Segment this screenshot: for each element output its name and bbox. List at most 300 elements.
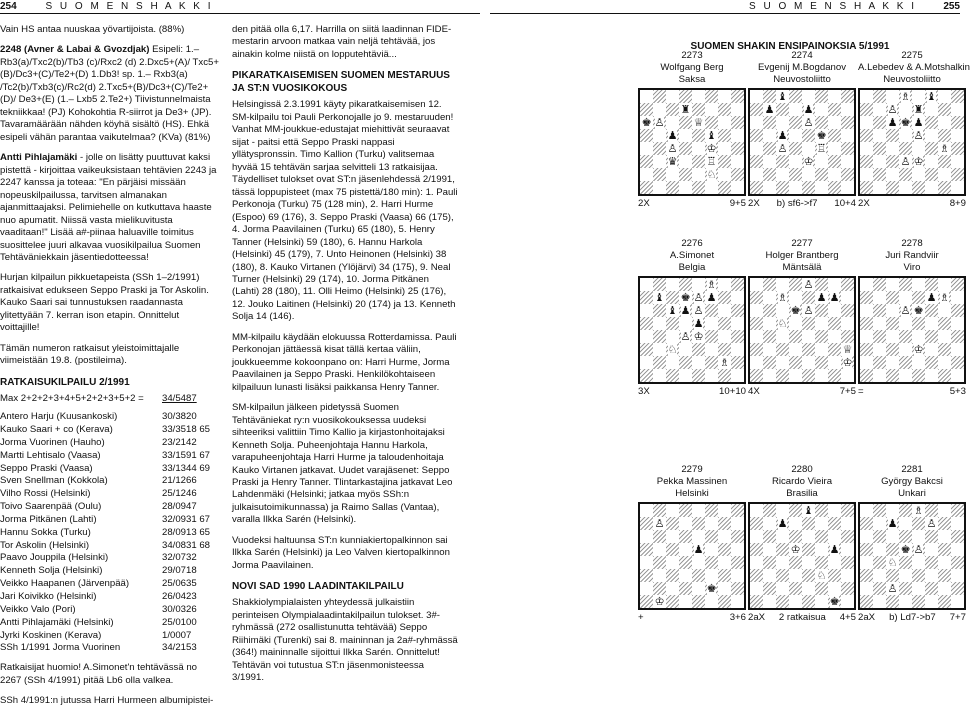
board-square: [763, 103, 776, 116]
board-square: [653, 517, 666, 530]
board-square: [860, 291, 873, 304]
board-square: [731, 343, 744, 356]
board-square: [789, 129, 802, 142]
board-square: [841, 504, 854, 517]
board-square: [925, 142, 938, 155]
board-square: [692, 142, 705, 155]
board-square: [666, 569, 679, 582]
paragraph: SM-kilpailun jälkeen pidetyssä Suomen Tehtäväniekat ry:n vuosikokouksessa uudeksi sihteeriksi valittiin Timo Kallio ja kirjastonhoitajaksi Kenneth Solja. Puheenjohtaja Hannu Harkola, varapuheenjohtaja Harri Hurme ja taloudenhoitaja Kauko Virtanen jatkavat. Uudet varajäsenet: Seppo Praski ja Henry Tanner. Tlintarkastajina jatkavat Leo Lahdenmäki (Helsinki; jatkaa myös SSh:n julkaisutoimikunnassa) ja Raimo Sallas (Vantaa), varalla Ilkka Sarén (Helsinki).: [232, 402, 453, 526]
paragraph: Vain HS antaa nuuskaa yövartijoista. (88%): [0, 24, 185, 35]
chess-piece-icon: ♙: [803, 115, 814, 129]
board-square: [776, 343, 789, 356]
board-square: [899, 116, 912, 129]
chess-diagram-2274: [748, 50, 856, 210]
board-square: [692, 595, 705, 608]
chess-piece-icon: ♚: [900, 542, 911, 556]
solver-score: 34/2153: [162, 642, 197, 654]
board-square: [828, 556, 841, 569]
board-square: [802, 530, 815, 543]
board-square: [899, 517, 912, 530]
board-square: [886, 129, 899, 142]
board-square: [912, 304, 925, 317]
board-square: [873, 142, 886, 155]
board-square: [886, 116, 899, 129]
chess-board: [858, 502, 966, 610]
twin-note: b) Ld7->b7: [889, 611, 936, 623]
chess-piece-icon: ♙: [913, 542, 924, 556]
board-square: [718, 595, 731, 608]
board-square: [912, 142, 925, 155]
chess-piece-icon: ♕: [842, 342, 853, 356]
board-square: [925, 517, 938, 530]
board-square: [886, 278, 899, 291]
board-square: [666, 530, 679, 543]
board-square: [951, 369, 964, 382]
board-square: [815, 168, 828, 181]
board-square: [705, 530, 718, 543]
diagram-number: 2274: [791, 50, 813, 61]
board-square: [951, 356, 964, 369]
board-square: [899, 369, 912, 382]
board-square: [815, 103, 828, 116]
board-square: [666, 517, 679, 530]
board-square: [886, 530, 899, 543]
table-row: [0, 501, 220, 514]
solver-score: 25/1246: [162, 488, 197, 500]
table-row: [0, 437, 220, 450]
piece-count: 9+5: [729, 197, 746, 209]
board-square: [925, 304, 938, 317]
chess-piece-icon: ♙: [900, 154, 911, 168]
chess-piece-icon: ♗: [777, 290, 788, 304]
board-square: [666, 356, 679, 369]
board-square: [860, 103, 873, 116]
board-square: [828, 517, 841, 530]
board-square: [763, 142, 776, 155]
board-square: [815, 343, 828, 356]
left-running-head: S U O M E N S H A K K I: [45, 1, 213, 12]
solver-score: 23/2142: [162, 436, 197, 448]
chess-piece-icon: ♟: [816, 290, 827, 304]
piece-count: 7+5: [839, 385, 856, 397]
board-square: [692, 343, 705, 356]
chess-piece-icon: ♘: [706, 167, 717, 181]
paragraph: Helsingissä 2.3.1991 käyty pikaratkaisemisen 12. SM-kilpailu toi Pauli Perkonojalle jo 9. mestaruuden! Vanhat MM-joukkue-edustajat miehittivät seuraavat sijat - paitsi että Seppo Praski nappasi yllätyspronssin. Timo Kallion (Turku) valitsemaa hyvää 15 tehtävän sarjaa selvitteli 13 ratkaisijaa. Täydelliset tulokset ovat ST:n jäsenlehdessä 2/1991, tässä loppupisteet (max 75 pistettä/180 min): 1. Pauli Perkonoja (Turku) 75 (128 min), 2. Harri Hurme (Espoo) 69 (176), 3. Seppo Praski (Vaasa) 66 (175), 4. Jorma Paavilainen (Turku) 65 (180), 5. Henry Tanner (Helsinki) 59 (180), 6. Hannu Harkola (Helsinki) 45 (179), 7. Unto Heinonen (Helsinki) 38 (180), 8. Kauko Virtanen (Ylöjärvi) 34 (175), 9. Neal Turner (Helsinki) 29 (174), 10. Jorma Pitkänen (Lahti) 28 (180), 11. Olli Heimo (Helsinki) 25 (176), 12. Jouko Laitinen (Helsinki) 20 (174) ja 13. Kenneth Solja 14 (146).: [232, 99, 458, 323]
board-square: [899, 181, 912, 194]
board-square: [718, 103, 731, 116]
chess-piece-icon: ♔: [842, 355, 853, 369]
board-square: [653, 317, 666, 330]
board-square: [828, 278, 841, 291]
board-square: [776, 129, 789, 142]
board-square: [860, 504, 873, 517]
board-square: [925, 582, 938, 595]
board-square: [763, 304, 776, 317]
board-square: [750, 582, 763, 595]
board-square: [776, 595, 789, 608]
board-square: [731, 304, 744, 317]
board-square: [815, 181, 828, 194]
board-square: [679, 343, 692, 356]
board-square: [802, 103, 815, 116]
board-square: [860, 330, 873, 343]
stipulation: 4X: [748, 385, 760, 397]
board-square: [841, 116, 854, 129]
board-square: [789, 556, 802, 569]
board-square: [951, 343, 964, 356]
board-square: [750, 595, 763, 608]
board-square: [860, 582, 873, 595]
board-square: [692, 556, 705, 569]
chess-piece-icon: ♟: [764, 102, 775, 116]
board-square: [886, 181, 899, 194]
board-square: [640, 369, 653, 382]
board-square: [828, 356, 841, 369]
table-row: [0, 552, 220, 565]
table-row: [0, 475, 220, 488]
left-header-rule: [0, 13, 480, 14]
board-square: [679, 142, 692, 155]
diagram-caption: [638, 198, 746, 210]
paragraph: Antti Pihlajamäki - jolle on lisätty puuttuvat kaksi pistettä - kirjoittaa vaikeuksistaan tehtävien 2243 ja 2247 kanssa ja toteaa: "En pärjäisi missään nopeuskilpailussa, tarvitsen almanakan ajanmittaajaksi. Pelimiehelle on kutkuttava haaste nuo apumatit. Niissä vasta mielikuvitusta vaaditaan!" Lisää a#-piinaa haluaville toimitus suosittelee juuri alkavaa vuosikilpailua Suomen Tehtäväniekkain jäsentiedotteessa!: [0, 152, 217, 263]
board-square: [886, 517, 899, 530]
board-square: [886, 304, 899, 317]
chess-piece-icon: ♙: [777, 141, 788, 155]
table-row: [0, 642, 220, 655]
board-square: [692, 504, 705, 517]
board-square: [692, 278, 705, 291]
board-square: [828, 304, 841, 317]
chess-piece-icon: ♜: [680, 102, 691, 116]
board-square: [938, 129, 951, 142]
diagram-caption: [858, 386, 966, 398]
table-row: [0, 463, 220, 476]
board-square: [873, 129, 886, 142]
board-square: [815, 504, 828, 517]
table-row: [0, 424, 220, 437]
chess-piece-icon: ♟: [693, 316, 704, 330]
chess-piece-icon: ♟: [693, 542, 704, 556]
chess-board: [748, 502, 856, 610]
board-square: [912, 278, 925, 291]
board-square: [679, 291, 692, 304]
chess-piece-icon: ♟: [680, 303, 691, 317]
board-square: [886, 356, 899, 369]
board-square: [860, 556, 873, 569]
board-square: [899, 155, 912, 168]
board-square: [873, 569, 886, 582]
board-square: [718, 504, 731, 517]
board-square: [789, 330, 802, 343]
board-square: [873, 304, 886, 317]
board-square: [873, 369, 886, 382]
board-square: [925, 530, 938, 543]
board-square: [731, 168, 744, 181]
twin-note: b) sf6->f7: [776, 197, 818, 209]
board-square: [860, 595, 873, 608]
solver-name: Seppo Praski (Vaasa): [0, 462, 93, 474]
board-square: [750, 155, 763, 168]
board-square: [763, 504, 776, 517]
chess-piece-icon: ♚: [913, 303, 924, 317]
board-square: [912, 155, 925, 168]
board-square: [873, 155, 886, 168]
board-square: [718, 278, 731, 291]
board-square: [731, 356, 744, 369]
board-square: [841, 556, 854, 569]
board-square: [750, 530, 763, 543]
board-square: [886, 142, 899, 155]
board-square: [666, 155, 679, 168]
board-square: [841, 142, 854, 155]
chess-piece-icon: ♟: [667, 128, 678, 142]
board-square: [873, 103, 886, 116]
column-left: [0, 24, 220, 716]
chess-diagram-2279: [638, 464, 746, 624]
chess-piece-icon: ♟: [777, 128, 788, 142]
board-square: [705, 343, 718, 356]
chess-piece-icon: ♙: [913, 128, 924, 142]
board-square: [640, 582, 653, 595]
board-square: [815, 278, 828, 291]
chess-piece-icon: ♙: [803, 277, 814, 291]
board-square: [802, 330, 815, 343]
board-square: [886, 90, 899, 103]
composer-country: Mäntsälä: [782, 261, 822, 273]
board-square: [886, 543, 899, 556]
board-square: [815, 569, 828, 582]
board-square: [640, 291, 653, 304]
board-square: [705, 129, 718, 142]
board-square: [828, 530, 841, 543]
board-square: [912, 569, 925, 582]
board-square: [718, 142, 731, 155]
diagram-number: 2273: [681, 50, 703, 61]
paragraph: Tämän numeron ratkaisut yleistoimittajalle viimeistään 19.8. (postileima).: [0, 342, 180, 367]
board-square: [679, 543, 692, 556]
board-square: [666, 291, 679, 304]
board-square: [886, 369, 899, 382]
composer-country: Saksa: [678, 73, 706, 85]
solver-name: Jari Koivikko (Helsinki): [0, 591, 97, 602]
board-square: [925, 155, 938, 168]
board-square: [938, 582, 951, 595]
composer-name: Holger Brantberg: [765, 249, 839, 261]
board-square: [640, 317, 653, 330]
board-square: [951, 155, 964, 168]
board-square: [731, 369, 744, 382]
chess-piece-icon: ♚: [816, 128, 827, 142]
chess-piece-icon: ♔: [913, 342, 924, 356]
board-square: [951, 517, 964, 530]
board-square: [750, 556, 763, 569]
solver-score: 33/1591 67: [162, 449, 211, 461]
board-square: [679, 569, 692, 582]
chess-piece-icon: ♝: [777, 89, 788, 103]
board-square: [938, 304, 951, 317]
board-square: [815, 129, 828, 142]
board-square: [750, 103, 763, 116]
piece-count: 8+9: [949, 197, 966, 209]
board-square: [841, 103, 854, 116]
board-square: [763, 343, 776, 356]
board-square: [776, 504, 789, 517]
board-square: [886, 582, 899, 595]
board-square: [692, 181, 705, 194]
board-square: [731, 181, 744, 194]
paragraph: Ratkaisijat huomio! A.Simonet'n tehtävässä no 2267 (SSh 4/1991) pitää Lb6 olla valkea.: [0, 662, 198, 686]
chess-diagram-2277: [748, 238, 856, 398]
chess-diagram-2281: [858, 464, 966, 624]
board-square: [789, 168, 802, 181]
board-square: [841, 369, 854, 382]
board-square: [653, 90, 666, 103]
board-square: [776, 304, 789, 317]
table-row: [0, 514, 220, 527]
board-square: [841, 330, 854, 343]
composer-country: Unkari: [898, 487, 926, 499]
board-square: [912, 90, 925, 103]
solver-score: 26/0423: [162, 591, 197, 602]
board-square: [860, 569, 873, 582]
board-square: [692, 116, 705, 129]
board-square: [653, 142, 666, 155]
board-square: [951, 278, 964, 291]
board-square: [705, 317, 718, 330]
board-square: [841, 595, 854, 608]
board-square: [776, 181, 789, 194]
board-square: [679, 103, 692, 116]
board-square: [640, 90, 653, 103]
board-square: [951, 543, 964, 556]
chess-piece-icon: ♕: [693, 115, 704, 129]
board-square: [802, 304, 815, 317]
table-row: [0, 565, 220, 578]
board-square: [763, 90, 776, 103]
twin-note: 2 ratkaisua: [778, 611, 826, 623]
board-square: [750, 356, 763, 369]
board-square: [886, 556, 899, 569]
board-square: [776, 90, 789, 103]
board-square: [860, 517, 873, 530]
board-square: [666, 103, 679, 116]
chess-piece-icon: ♙: [926, 516, 937, 530]
chess-piece-icon: ♙: [887, 581, 898, 595]
board-square: [938, 543, 951, 556]
solver-name: Toivo Saarenpää (Oulu): [0, 501, 102, 513]
board-square: [899, 504, 912, 517]
board-square: [938, 90, 951, 103]
board-square: [653, 129, 666, 142]
board-square: [899, 330, 912, 343]
board-square: [750, 181, 763, 194]
section-heading: NOVI SAD 1990 LAADINTAKILPAILU: [232, 581, 404, 593]
board-square: [951, 504, 964, 517]
table-row: [0, 488, 220, 501]
board-square: [750, 504, 763, 517]
board-square: [653, 595, 666, 608]
board-square: [860, 369, 873, 382]
chess-diagram-2273: [638, 50, 746, 210]
board-square: [802, 181, 815, 194]
board-square: [925, 116, 938, 129]
board-square: [692, 168, 705, 181]
board-square: [873, 504, 886, 517]
solver-name: Vilho Rossi (Helsinki): [0, 488, 91, 500]
board-square: [815, 142, 828, 155]
board-square: [705, 116, 718, 129]
board-square: [873, 556, 886, 569]
board-square: [640, 168, 653, 181]
chess-piece-icon: ♝: [803, 503, 814, 517]
board-square: [763, 291, 776, 304]
board-square: [899, 103, 912, 116]
board-square: [815, 530, 828, 543]
chess-piece-icon: ♟: [829, 542, 840, 556]
board-square: [750, 304, 763, 317]
paragraph: Hurjan kilpailun pikkuetapeista (SSh 1–2/1991) ratkaisivat edukseen Seppo Praski ja Tor Askolin. Kauko Saari sai tunnustuksen raadannasta ylitettyään 7. kerran ison etapin. Onnittelut voittajille!: [0, 272, 209, 334]
board-square: [640, 530, 653, 543]
diagram-caption: [748, 386, 856, 398]
board-square: [802, 168, 815, 181]
chess-piece-icon: ♙: [693, 303, 704, 317]
board-square: [750, 369, 763, 382]
board-square: [899, 595, 912, 608]
board-square: [731, 504, 744, 517]
board-square: [776, 356, 789, 369]
board-square: [666, 369, 679, 382]
board-square: [731, 330, 744, 343]
board-square: [899, 582, 912, 595]
solver-name: SSh 1/1991 Jorma Vuorinen: [0, 642, 121, 654]
chess-piece-icon: ♙: [667, 141, 678, 155]
board-square: [912, 168, 925, 181]
section-heading: PIKARATKAISEMISEN SUOMEN MESTARUUS JA ST:N VUOSIKOKOUS: [232, 70, 450, 95]
board-square: [679, 278, 692, 291]
board-square: [802, 155, 815, 168]
board-square: [789, 569, 802, 582]
paragraph: 2248 (Avner & Labai & Gvozdjak) Esipeli: 1.– Rb3(a)/Txc2(b)/Tb3 (c)/Rxc2 (d) 2.Dxc5+(A)/ Txc5+(B)/Dc3+(C)/Te2+(D) 1.Db3! sp. 1.– Rxb3(a) /Tc2(b)/Txb3(c)/Rc2(d) 2.Txc5+(B)/Dc3+(C)/Te2+(D)/ De3+(E) (1.– Lxb5 2.Te2+) Tiivistunnelmaista tekniikkaa! (PJ) Kohokohtia R-siirrot ja De3+ (JP). Tavaramäärään nähden köyhä sisältö (HS). Ehkä esipeli vähän parantaa vaikutelmaa? (KVa) (81%): [0, 44, 219, 143]
board-square: [640, 343, 653, 356]
board-square: [886, 317, 899, 330]
board-square: [899, 90, 912, 103]
solver-score: 21/1266: [162, 475, 197, 487]
chess-piece-icon: ♗: [939, 290, 950, 304]
board-square: [886, 103, 899, 116]
board-square: [653, 291, 666, 304]
board-square: [828, 543, 841, 556]
board-square: [912, 343, 925, 356]
board-square: [731, 90, 744, 103]
stipulation: 2aX: [748, 611, 766, 623]
board-square: [899, 530, 912, 543]
right-header-rule: [490, 13, 960, 14]
board-square: [938, 356, 951, 369]
board-square: [815, 543, 828, 556]
composer-name: Juri Randviir: [885, 249, 939, 261]
diagram-caption: [638, 612, 746, 624]
left-page-number: 254: [0, 1, 17, 12]
board-square: [802, 543, 815, 556]
board-square: [841, 155, 854, 168]
board-square: [873, 595, 886, 608]
board-square: [815, 356, 828, 369]
chess-piece-icon: ♘: [777, 316, 788, 330]
board-square: [925, 595, 938, 608]
board-square: [938, 569, 951, 582]
board-square: [750, 343, 763, 356]
board-square: [640, 129, 653, 142]
